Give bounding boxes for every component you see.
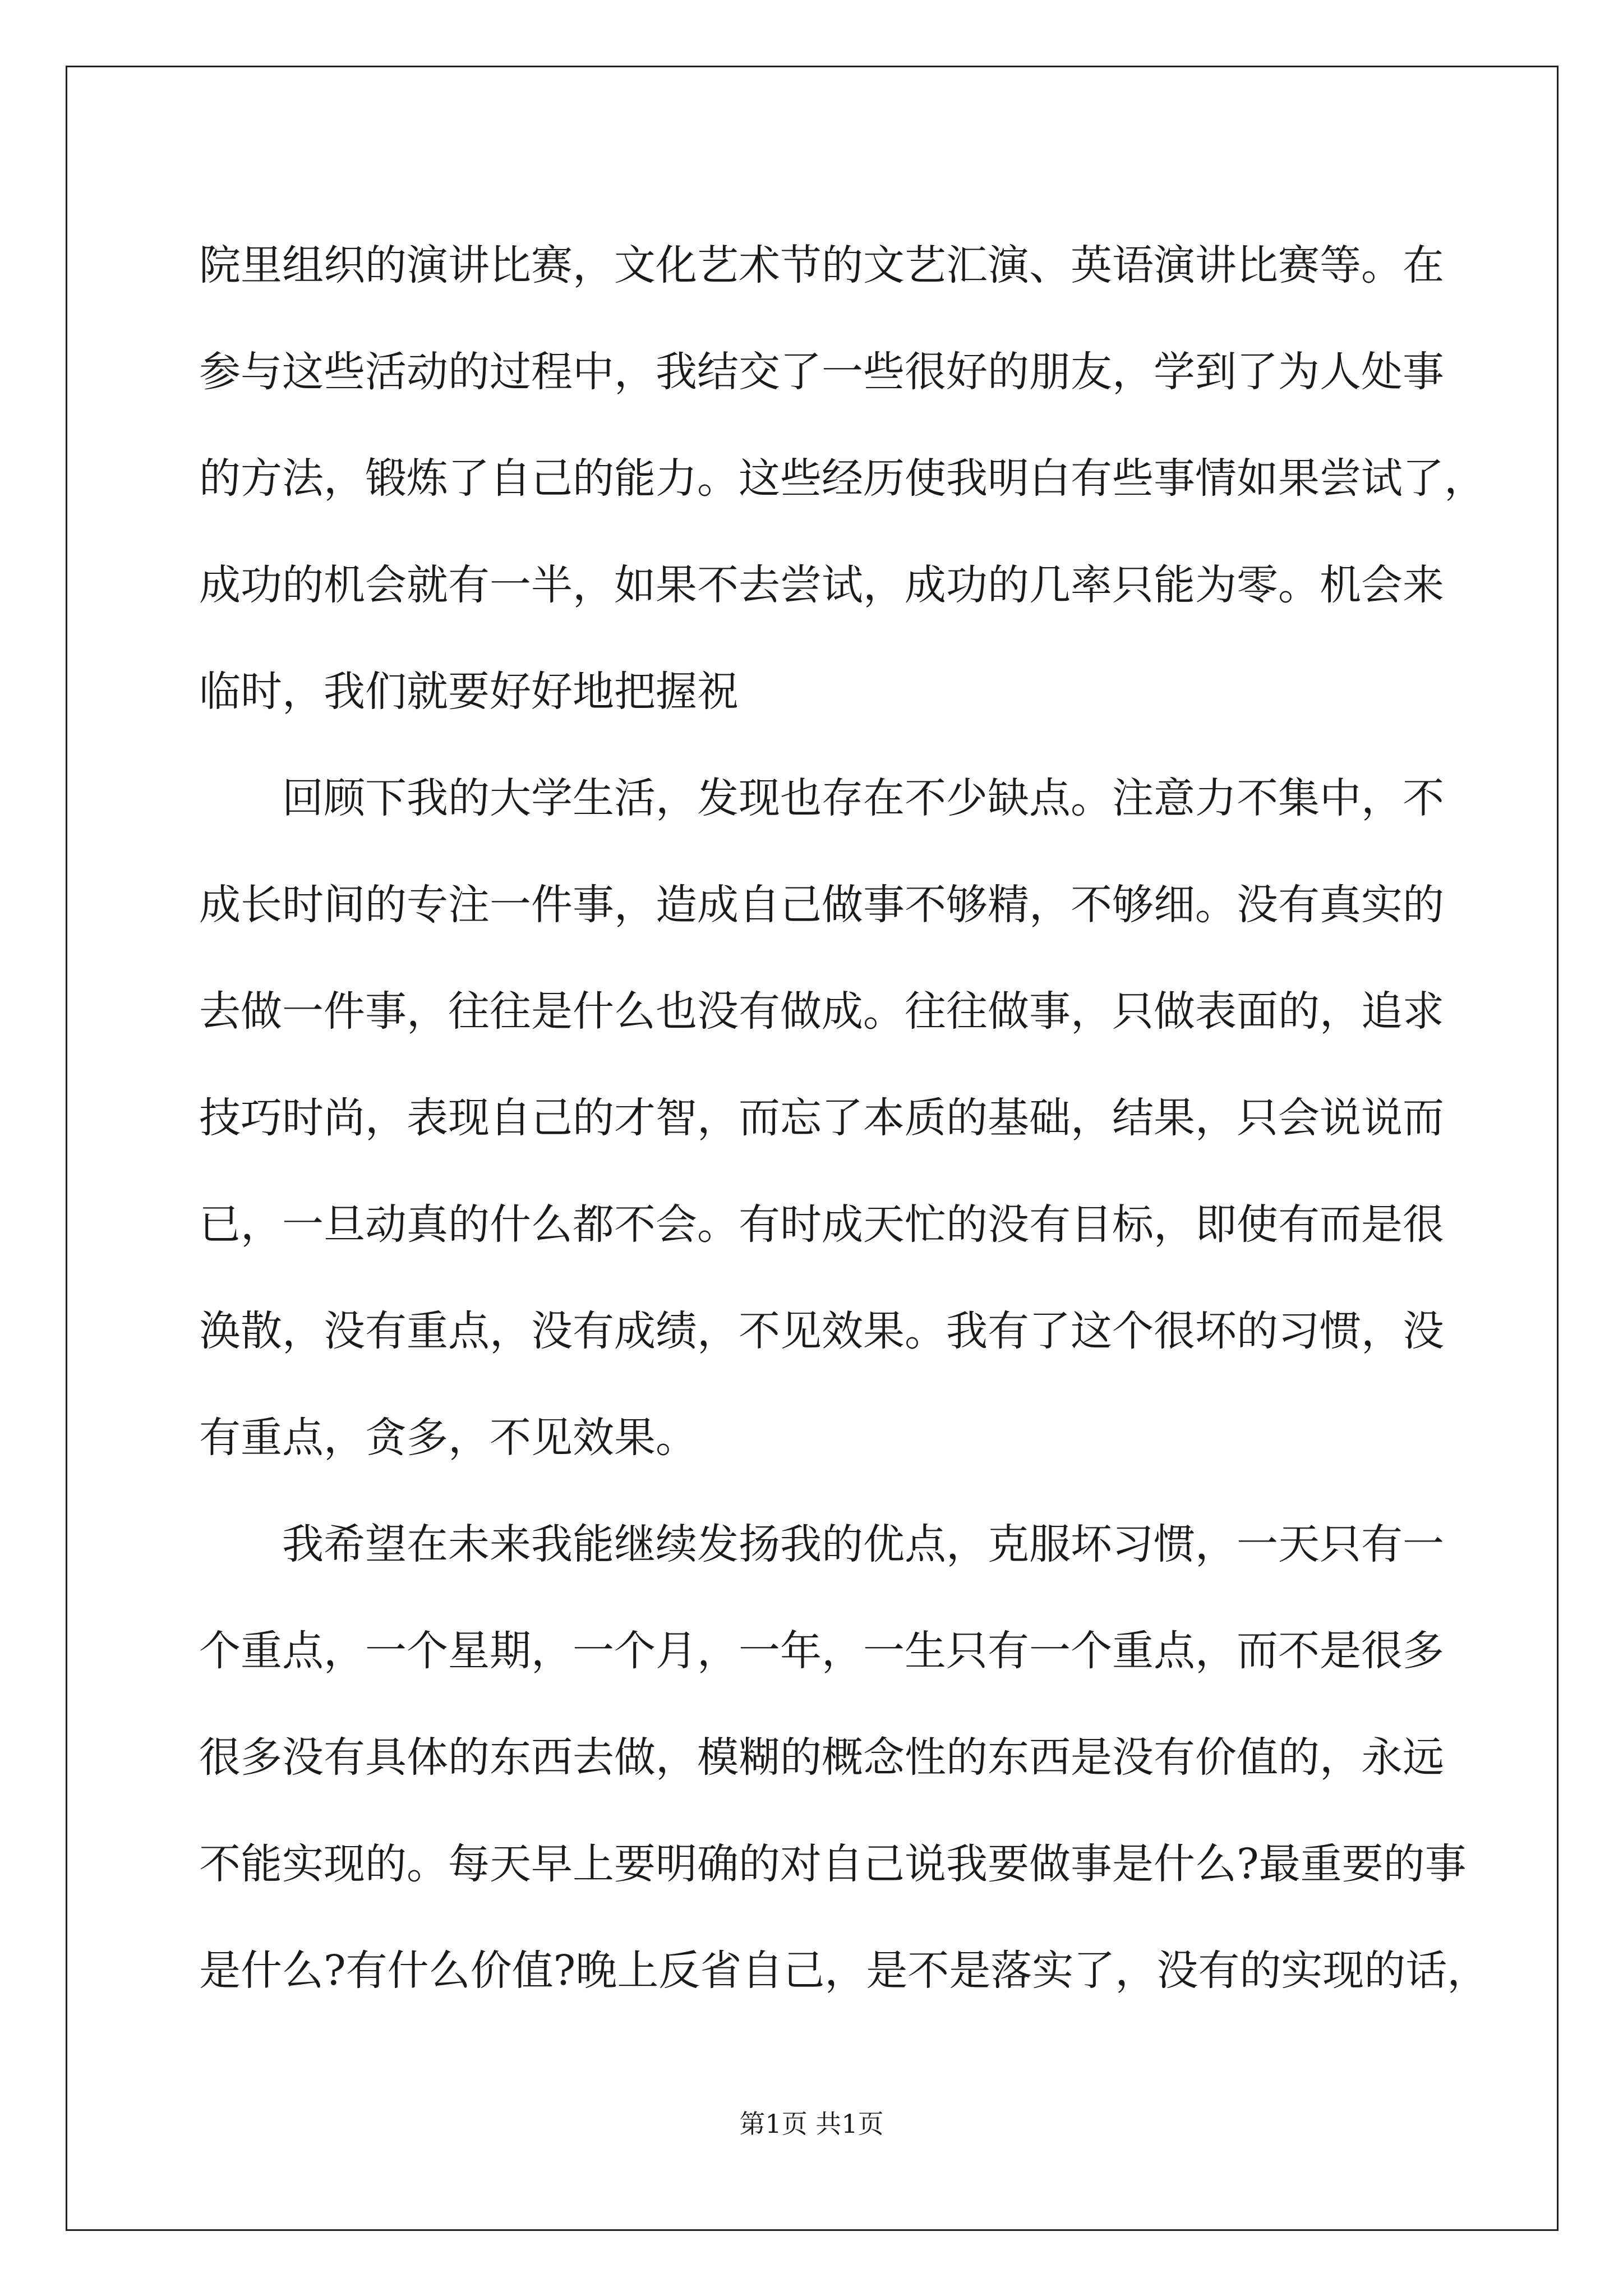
text-line: 的方法，锻炼了自己的能力。这些经历使我明白有些事情如果尝试了， bbox=[199, 454, 1486, 503]
document-body bbox=[199, 212, 1489, 2024]
text-line: 技巧时尚，表现自己的才智，而忘了本质的基础，结果，只会说说而 bbox=[199, 1094, 1444, 1142]
page-number-footer: 第1页 共1页 bbox=[739, 2109, 884, 2139]
text-line: 成长时间的专注一件事，造成自己做事不够精，不够细。没有真实的 bbox=[199, 881, 1444, 929]
text-line: 个重点，一个星期，一个月，一年，一生只有一个重点，而不是很多 bbox=[199, 1627, 1444, 1675]
text-line: 成功的机会就有一半，如果不去尝试，成功的几率只能为零。机会来 bbox=[199, 561, 1444, 609]
text-line: 不能实现的。每天早上要明确的对自己说我要做事是什么?最重要的事 bbox=[199, 1840, 1467, 1888]
text-line: 参与这些活动的过程中，我结交了一些很好的朋友，学到了为人处事 bbox=[199, 348, 1444, 396]
paragraph-first-line: 我希望在未来我能继续发扬我的优点，克服坏习惯，一天只有一 bbox=[282, 1520, 1444, 1568]
text-line: 去做一件事，往往是什么也没有做成。往往做事，只做表面的，追求 bbox=[199, 987, 1444, 1036]
text-line: 临时，我们就要好好地把握祝 bbox=[199, 668, 739, 716]
text-line: 院里组织的演讲比赛，文化艺术节的文艺汇演、英语演讲比赛等。在 bbox=[199, 241, 1444, 289]
text-line: 已，一旦动真的什么都不会。有时成天忙的没有目标，即使有而是很 bbox=[199, 1200, 1444, 1249]
text-line: 很多没有具体的东西去做，模糊的概念性的东西是没有价值的，永远 bbox=[199, 1733, 1444, 1782]
text-line: 涣散，没有重点，没有成绩，不见效果。我有了这个很坏的习惯，没 bbox=[199, 1307, 1444, 1355]
text-line: 是什么?有什么价值?晚上反省自己，是不是落实了，没有的实现的话， bbox=[199, 1947, 1489, 1995]
paragraph-first-line: 回顾下我的大学生活，发现也存在不少缺点。注意力不集中，不 bbox=[282, 774, 1444, 822]
text-line: 有重点，贪多，不见效果。 bbox=[199, 1414, 697, 1462]
